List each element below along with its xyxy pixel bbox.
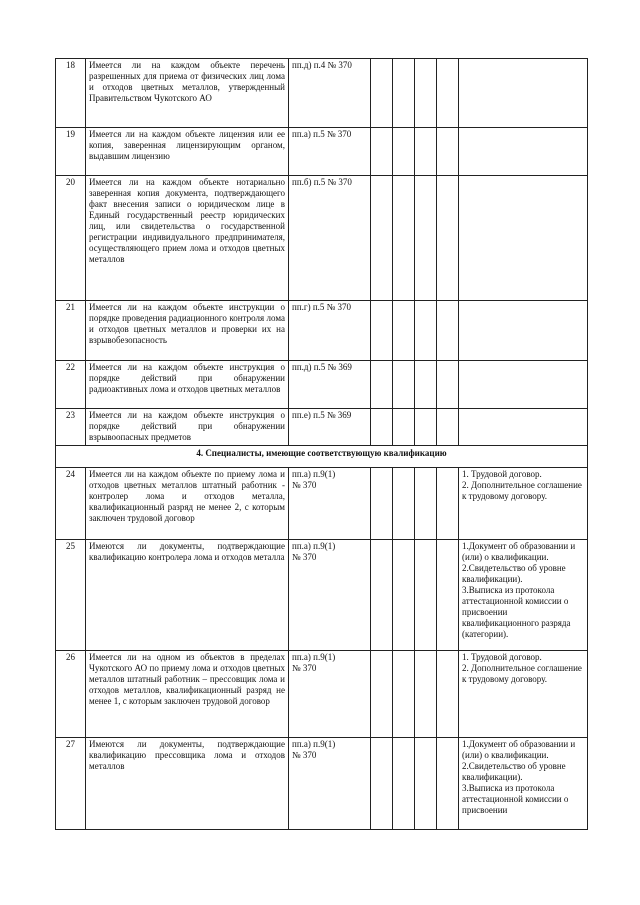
notes-cell xyxy=(437,176,459,301)
answer-yes-cell xyxy=(371,176,393,301)
supporting-documents xyxy=(459,128,588,176)
supporting-documents: 1.Документ об образовании и (или) о квалификации. 2.Свидетельство об уровне квалификации). 3.Выписка из протокола аттестационной комиссии о присвоении квалификационного разряда (категории). xyxy=(459,540,588,651)
legal-reference: пп.а) п.5 № 370 xyxy=(289,128,371,176)
legal-reference: пп.а) п.9(1) № 370 xyxy=(289,540,371,651)
row-number: 25 xyxy=(56,540,86,651)
answer-no-cell xyxy=(393,651,415,738)
answer-no-cell xyxy=(393,128,415,176)
table-row xyxy=(56,468,588,540)
answer-no-cell xyxy=(393,361,415,409)
answer-na-cell xyxy=(415,468,437,540)
row-number: 21 xyxy=(56,301,86,361)
supporting-documents xyxy=(459,409,588,446)
answer-no-cell xyxy=(393,59,415,128)
supporting-documents: 1. Трудовой договор. 2. Дополнительное соглашение к трудовому договору. xyxy=(459,651,588,738)
table-row xyxy=(56,176,588,301)
answer-no-cell xyxy=(393,540,415,651)
notes-cell xyxy=(437,651,459,738)
answer-na-cell xyxy=(415,409,437,446)
table-row xyxy=(56,651,588,738)
rows-after xyxy=(56,468,588,830)
question-text: Имеется ли на каждом объекте по приему лома и отходов цветных металлов штатный работник - контролер лома и отходов металла, квалификационный разряд не менее 2, с которым заключен трудовой договор xyxy=(86,468,289,540)
notes-cell xyxy=(437,361,459,409)
answer-no-cell xyxy=(393,468,415,540)
notes-cell xyxy=(437,540,459,651)
row-number: 27 xyxy=(56,738,86,830)
answer-na-cell xyxy=(415,301,437,361)
question-text: Имеется ли на каждом объекте инструкции о порядке проведения радиационного контроля лома и отходов цветных металлов и проверки их на взрывобезопасность xyxy=(86,301,289,361)
supporting-documents: 1. Трудовой договор. 2. Дополнительное соглашение к трудовому договору. xyxy=(459,468,588,540)
table-row xyxy=(56,361,588,409)
answer-na-cell xyxy=(415,59,437,128)
row-number: 22 xyxy=(56,361,86,409)
answer-no-cell xyxy=(393,176,415,301)
answer-no-cell xyxy=(393,409,415,446)
answer-yes-cell xyxy=(371,738,393,830)
legal-reference: пп.а) п.9(1) № 370 xyxy=(289,651,371,738)
section-title: 4. Специалисты, имеющие соответствующую квалификацию xyxy=(56,446,588,468)
answer-yes-cell xyxy=(371,651,393,738)
table-row xyxy=(56,128,588,176)
answer-no-cell xyxy=(393,738,415,830)
answer-na-cell xyxy=(415,651,437,738)
table-row xyxy=(56,738,588,830)
answer-yes-cell xyxy=(371,409,393,446)
legal-reference: пп.е) п.5 № 369 xyxy=(289,409,371,446)
legal-reference: пп.а) п.9(1) № 370 xyxy=(289,468,371,540)
row-number: 24 xyxy=(56,468,86,540)
supporting-documents xyxy=(459,59,588,128)
question-text: Имеются ли документы, подтверждающие квалификацию прессовщика лома и отходов металлов xyxy=(86,738,289,830)
legal-reference: пп.а) п.9(1) № 370 xyxy=(289,738,371,830)
question-text: Имеется ли на каждом объекте инструкция о порядке действий при обнаружении взрывоопасных предметов xyxy=(86,409,289,446)
question-text: Имеются ли документы, подтверждающие квалификацию контролера лома и отходов металла xyxy=(86,540,289,651)
notes-cell xyxy=(437,738,459,830)
row-number: 26 xyxy=(56,651,86,738)
notes-cell xyxy=(437,409,459,446)
row-number: 23 xyxy=(56,409,86,446)
row-number: 19 xyxy=(56,128,86,176)
legal-reference: пп.д) п.4 № 370 xyxy=(289,59,371,128)
section-header xyxy=(56,446,588,468)
table-row xyxy=(56,59,588,128)
question-text: Имеется ли на каждом объекте нотариально заверенная копия документа, подтверждающего факт внесения записи о юридическом лице в Единый государственный реестр юридических лиц, или свидетельства о государственной регистрации индивидуального предпринимателя, осуществляющего прием лома и отходов цветных металлов xyxy=(86,176,289,301)
answer-na-cell xyxy=(415,176,437,301)
legal-reference: пп.г) п.5 № 370 xyxy=(289,301,371,361)
question-text: Имеется ли на одном из объектов в пределах Чукотского АО по приему лома и отходов цветных металлов штатный работник – прессовщик лома и отходов металлов, квалификационный разряд не менее 1, с которым заключен трудовой договор xyxy=(86,651,289,738)
rows-before xyxy=(56,59,588,446)
question-text: Имеется ли на каждом объекте инструкция о порядке действий при обнаружении радиоактивных лома и отходов цветных металлов xyxy=(86,361,289,409)
supporting-documents xyxy=(459,301,588,361)
answer-na-cell xyxy=(415,128,437,176)
answer-yes-cell xyxy=(371,361,393,409)
row-number: 20 xyxy=(56,176,86,301)
answer-yes-cell xyxy=(371,59,393,128)
supporting-documents xyxy=(459,176,588,301)
answer-yes-cell xyxy=(371,128,393,176)
legal-reference: пп.б) п.5 № 370 xyxy=(289,176,371,301)
supporting-documents xyxy=(459,361,588,409)
answer-na-cell xyxy=(415,361,437,409)
answer-yes-cell xyxy=(371,540,393,651)
notes-cell xyxy=(437,128,459,176)
checklist-page xyxy=(55,58,587,830)
notes-cell xyxy=(437,301,459,361)
row-number: 18 xyxy=(56,59,86,128)
table-row xyxy=(56,409,588,446)
checklist-table xyxy=(55,58,588,830)
question-text: Имеется ли на каждом объекте лицензия или ее копия, заверенная лицензирующим органом, выдавшим лицензию xyxy=(86,128,289,176)
table-row xyxy=(56,540,588,651)
legal-reference: пп.д) п.5 № 369 xyxy=(289,361,371,409)
answer-yes-cell xyxy=(371,301,393,361)
question-text: Имеется ли на каждом объекте перечень разрешенных для приема от физических лиц лома и отходов цветных металлов, утвержденный Правительством Чукотского АО xyxy=(86,59,289,128)
answer-no-cell xyxy=(393,301,415,361)
notes-cell xyxy=(437,59,459,128)
supporting-documents: 1.Документ об образовании и (или) о квалификации. 2.Свидетельство об уровне квалификации). 3.Выписка из протокола аттестационной комиссии о присвоении xyxy=(459,738,588,830)
answer-yes-cell xyxy=(371,468,393,540)
table-row xyxy=(56,301,588,361)
answer-na-cell xyxy=(415,540,437,651)
answer-na-cell xyxy=(415,738,437,830)
notes-cell xyxy=(437,468,459,540)
